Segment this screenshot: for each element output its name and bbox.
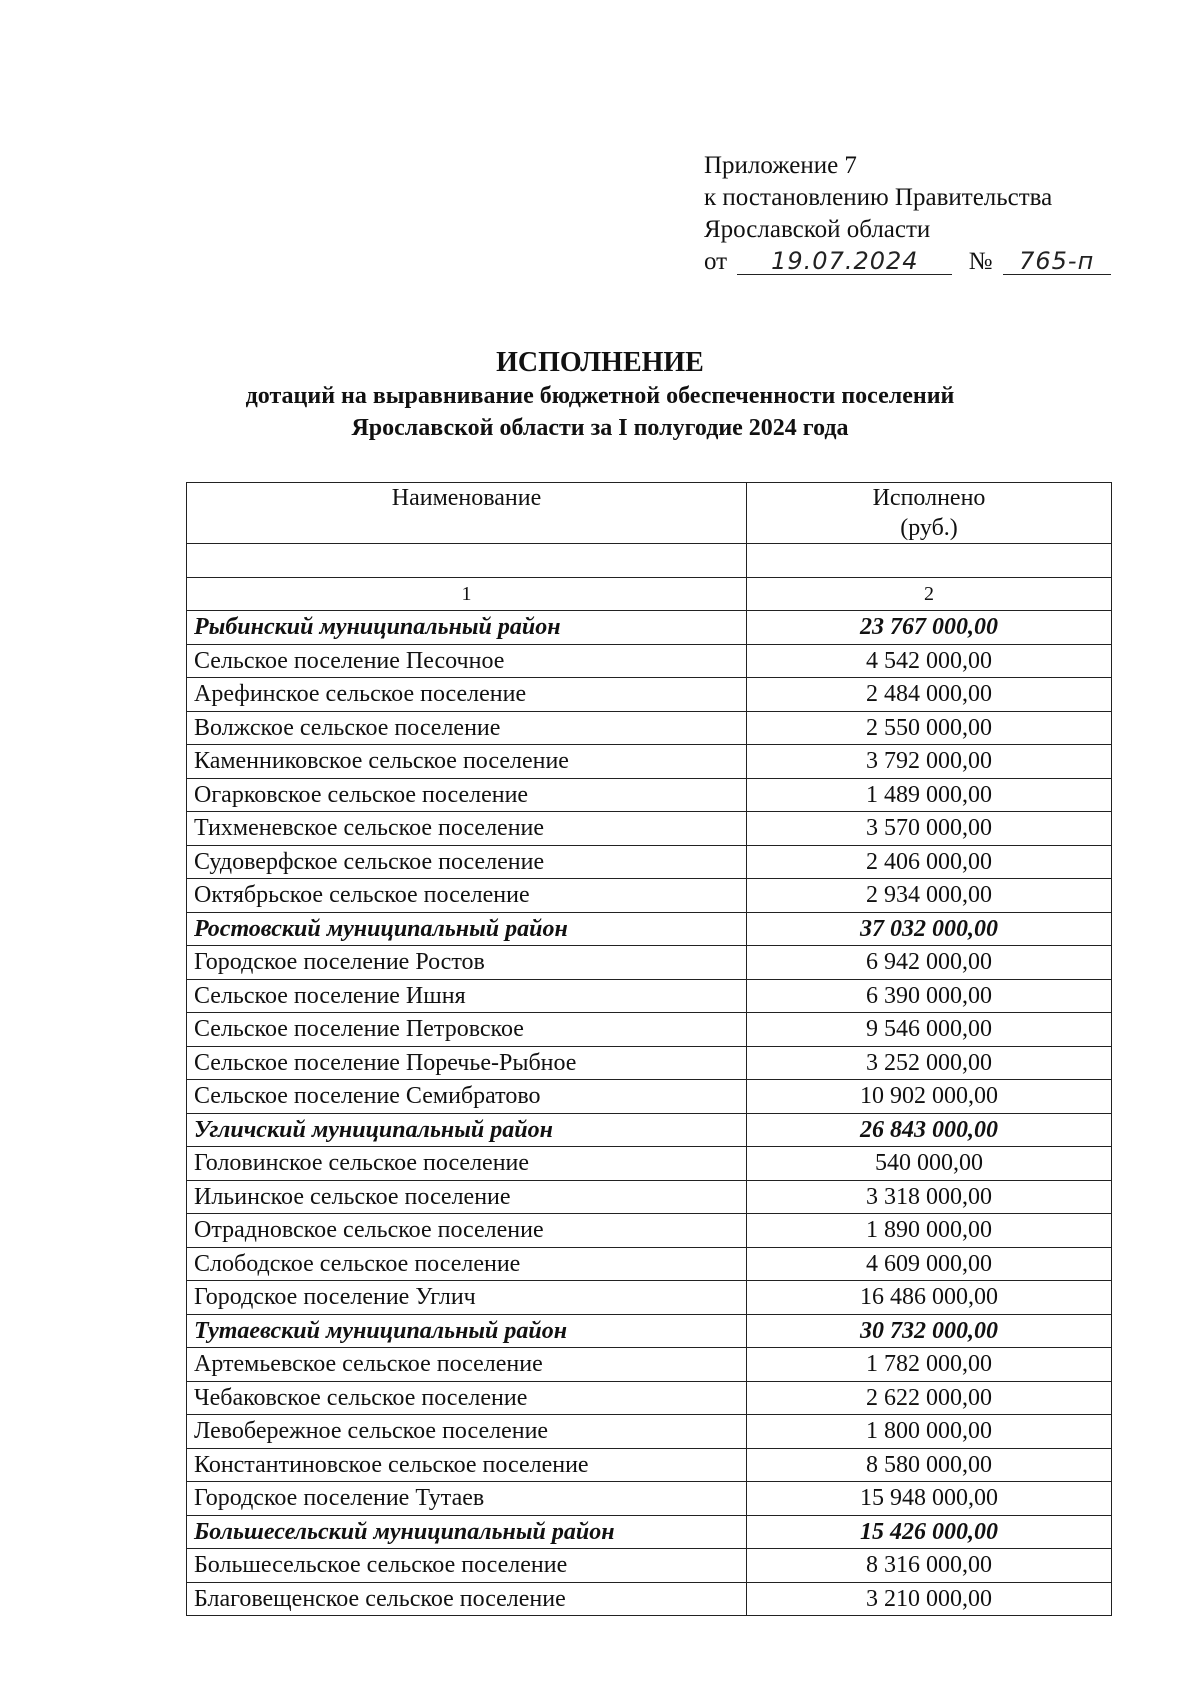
row-name: Слободское сельское поселение: [187, 1247, 747, 1281]
table-row: [187, 1482, 1112, 1516]
table-row: [187, 1281, 1112, 1315]
table-row: [187, 879, 1112, 913]
row-name: Отрадновское сельское поселение: [187, 1214, 747, 1248]
row-name: Тихменевское сельское поселение: [187, 812, 747, 846]
table-row: [187, 678, 1112, 712]
appendix-block: [704, 150, 1111, 278]
row-name: Большесельское сельское поселение: [187, 1549, 747, 1583]
row-name: Сельское поселение Песочное: [187, 644, 747, 678]
header-value: [747, 483, 1112, 544]
appendix-line-1: Приложение 7: [704, 152, 857, 179]
row-value: 4 542 000,00: [747, 644, 1112, 678]
from-label: от: [704, 248, 728, 275]
row-value: 1 782 000,00: [747, 1348, 1112, 1382]
row-name: Сельское поселение Ишня: [187, 979, 747, 1013]
row-value: 3 252 000,00: [747, 1046, 1112, 1080]
row-name: Арефинское сельское поселение: [187, 678, 747, 712]
row-name: Ильинское сельское поселение: [187, 1180, 747, 1214]
row-name: Судоверфское сельское поселение: [187, 845, 747, 879]
table-row: [187, 1582, 1112, 1616]
row-value: 26 843 000,00: [747, 1113, 1112, 1147]
row-value: 2 484 000,00: [747, 678, 1112, 712]
row-name: Артемьевское сельское поселение: [187, 1348, 747, 1382]
row-name: Большесельский муниципальный район: [187, 1515, 747, 1549]
header-value-line-1: Исполнено: [872, 485, 986, 511]
row-value: 2 622 000,00: [747, 1381, 1112, 1415]
row-name: Головинское сельское поселение: [187, 1147, 747, 1181]
table-row: [187, 1314, 1112, 1348]
table-row: [187, 1046, 1112, 1080]
row-value: 2 406 000,00: [747, 845, 1112, 879]
table-row: [187, 912, 1112, 946]
table-row: [187, 644, 1112, 678]
table-row: [187, 1013, 1112, 1047]
row-value: 23 767 000,00: [747, 611, 1112, 645]
table-row: [187, 1549, 1112, 1583]
row-value: 16 486 000,00: [747, 1281, 1112, 1315]
table-row: [187, 1214, 1112, 1248]
table-row: [187, 1381, 1112, 1415]
row-value: 6 390 000,00: [747, 979, 1112, 1013]
row-name: Угличский муниципальный район: [187, 1113, 747, 1147]
row-name: Городское поселение Тутаев: [187, 1482, 747, 1516]
table-row: [187, 1515, 1112, 1549]
row-value: 1 890 000,00: [747, 1214, 1112, 1248]
row-value: 8 580 000,00: [747, 1448, 1112, 1482]
row-value: 4 609 000,00: [747, 1247, 1112, 1281]
table-row: [187, 778, 1112, 812]
row-name: Сельское поселение Семибратово: [187, 1080, 747, 1114]
row-name: Октябрьское сельское поселение: [187, 879, 747, 913]
row-value: 3 570 000,00: [747, 812, 1112, 846]
column-number-row: [187, 577, 1112, 611]
table-row: [187, 812, 1112, 846]
row-name: Волжское сельское поселение: [187, 711, 747, 745]
row-name: Тутаевский муниципальный район: [187, 1314, 747, 1348]
table-header-row: [187, 483, 1112, 544]
appendix-line-2: к постановлению Правительства: [704, 184, 1053, 211]
handwritten-date: 19.07.2024: [737, 248, 952, 275]
table-row: [187, 1348, 1112, 1382]
row-name: Константиновское сельское поселение: [187, 1448, 747, 1482]
header-separator: [187, 544, 1112, 578]
row-name: Каменниковское сельское поселение: [187, 745, 747, 779]
row-value: 3 792 000,00: [747, 745, 1112, 779]
column-number-1: 1: [187, 577, 747, 611]
row-value: 1 489 000,00: [747, 778, 1112, 812]
row-value: 6 942 000,00: [747, 946, 1112, 980]
header-name: Наименование: [187, 483, 747, 544]
row-value: 8 316 000,00: [747, 1549, 1112, 1583]
number-label: №: [968, 248, 993, 275]
row-name: Чебаковское сельское поселение: [187, 1381, 747, 1415]
row-name: Городское поселение Ростов: [187, 946, 747, 980]
title-main: ИСПОЛНЕНИЕ: [496, 347, 704, 378]
budget-table: [186, 482, 1112, 1616]
table-row: [187, 1080, 1112, 1114]
table-row: [187, 1147, 1112, 1181]
table-row: [187, 1415, 1112, 1449]
table-row: [187, 745, 1112, 779]
appendix-date-line: [704, 246, 1111, 278]
row-value: 37 032 000,00: [747, 912, 1112, 946]
title-subtitle-1: дотаций на выравнивание бюджетной обеспеченности поселений: [245, 383, 955, 409]
row-name: Сельское поселение Петровское: [187, 1013, 747, 1047]
row-value: 9 546 000,00: [747, 1013, 1112, 1047]
table-row: [187, 611, 1112, 645]
handwritten-number: 765-п: [1003, 248, 1111, 275]
table-row: [187, 711, 1112, 745]
row-value: 30 732 000,00: [747, 1314, 1112, 1348]
document-title: [0, 346, 1200, 444]
title-subtitle-2: Ярославской области за I полугодие 2024 года: [351, 415, 849, 441]
table-row: [187, 979, 1112, 1013]
row-name: Рыбинский муниципальный район: [187, 611, 747, 645]
table-row: [187, 845, 1112, 879]
row-name: Городское поселение Углич: [187, 1281, 747, 1315]
row-value: 2 934 000,00: [747, 879, 1112, 913]
row-value: 10 902 000,00: [747, 1080, 1112, 1114]
row-name: Ростовский муниципальный район: [187, 912, 747, 946]
row-value: 2 550 000,00: [747, 711, 1112, 745]
table-row: [187, 946, 1112, 980]
table-row: [187, 1113, 1112, 1147]
table-row: [187, 1180, 1112, 1214]
row-value: 540 000,00: [747, 1147, 1112, 1181]
row-name: Благовещенское сельское поселение: [187, 1582, 747, 1616]
table-row: [187, 1448, 1112, 1482]
row-value: 3 210 000,00: [747, 1582, 1112, 1616]
header-value-line-2: (руб.): [900, 515, 958, 541]
appendix-line-3: Ярославской области: [704, 216, 931, 243]
row-value: 1 800 000,00: [747, 1415, 1112, 1449]
row-name: Сельское поселение Поречье-Рыбное: [187, 1046, 747, 1080]
row-value: 15 426 000,00: [747, 1515, 1112, 1549]
row-name: Левобережное сельское поселение: [187, 1415, 747, 1449]
column-number-2: 2: [747, 577, 1112, 611]
table-row: [187, 1247, 1112, 1281]
row-value: 3 318 000,00: [747, 1180, 1112, 1214]
row-value: 15 948 000,00: [747, 1482, 1112, 1516]
row-name: Огарковское сельское поселение: [187, 778, 747, 812]
